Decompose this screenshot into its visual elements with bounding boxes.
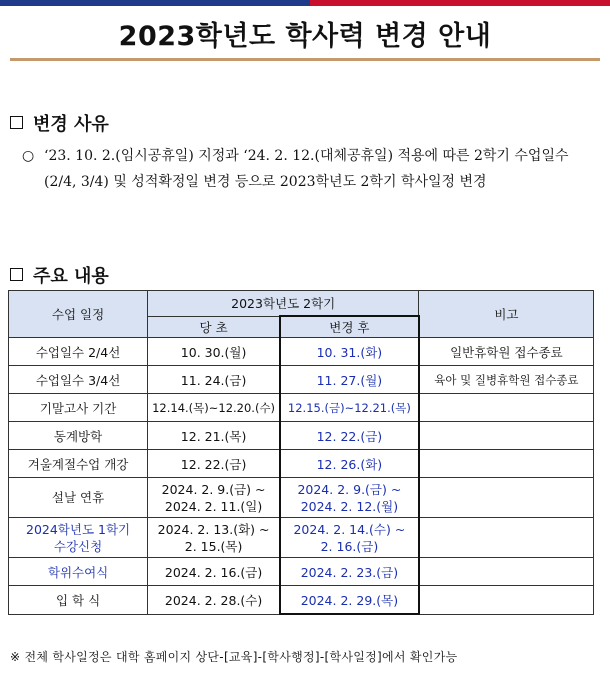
- row-changed: 2024. 2. 29.(목): [280, 586, 419, 615]
- row-changed: 12.15.(금)~12.21.(목): [280, 394, 419, 422]
- row-changed-line1: 2024. 2. 9.(금) ~: [297, 481, 402, 497]
- row-item: 입 학 식: [9, 586, 148, 615]
- row-changed-line2: 2. 16.(금): [320, 538, 379, 554]
- row-original: 2024. 2. 28.(수): [148, 586, 280, 615]
- row-original: 12. 21.(목): [148, 422, 280, 450]
- row-original: 2024. 2. 16.(금): [148, 558, 280, 586]
- table-row: [9, 394, 594, 422]
- table-row: [9, 586, 594, 615]
- reason-paragraph: [10, 143, 600, 195]
- header-original: 당 초: [148, 316, 280, 338]
- row-item: 설날 연휴: [9, 478, 148, 518]
- reason-text: ‘23. 10. 2.(임시공휴일) 지정과 ‘24. 2. 12.(대체공휴일) 적용에 따른 2학기 수업일수(2/4, 3/4) 및 성적확정일 변경 등으로 2023학년도 2학기 학사일정 변경: [44, 148, 569, 190]
- row-original-line2: 2024. 2. 11.(일): [164, 498, 263, 514]
- table-row: [9, 422, 594, 450]
- row-item: 겨울계절수업 개강: [9, 450, 148, 478]
- row-changed: 12. 26.(화): [280, 450, 419, 478]
- header-schedule: 수업 일정: [9, 291, 148, 338]
- footnote: ※ 전체 학사일정은 대학 홈페이지 상단-[교육]-[학사행정]-[학사일정]에서 확인가능: [10, 650, 458, 664]
- row-original-line1: 2024. 2. 13.(화) ~: [157, 521, 270, 537]
- schedule-table: [8, 290, 594, 615]
- row-original: 12. 22.(금): [148, 450, 280, 478]
- row-changed-line2: 2024. 2. 12.(월): [300, 498, 399, 514]
- row-remarks: 일반휴학원 접수종료: [419, 338, 594, 366]
- row-item: 수업일수 2/4선: [9, 338, 148, 366]
- row-remarks: [419, 478, 594, 518]
- table-row: [9, 338, 594, 366]
- page-title: 2023학년도 학사력 변경 안내: [118, 21, 492, 52]
- top-bar-red: [310, 0, 610, 6]
- header-semester: 2023학년도 2학기: [148, 291, 419, 317]
- top-color-bar: [0, 0, 610, 6]
- table-row: [9, 518, 594, 558]
- row-original: [148, 478, 280, 518]
- row-item: 동계방학: [9, 422, 148, 450]
- row-changed: 12. 22.(금): [280, 422, 419, 450]
- row-original-line1: 2024. 2. 9.(금) ~: [161, 481, 266, 497]
- checkbox-square-icon: [10, 116, 23, 129]
- row-item-line1: 2024학년도 1학기: [26, 521, 131, 537]
- row-item: [9, 518, 148, 558]
- header-changed: 변경 후: [280, 316, 419, 338]
- row-item: 기말고사 기간: [9, 394, 148, 422]
- table-row: [9, 366, 594, 394]
- row-remarks: [419, 586, 594, 615]
- title-underline: [10, 58, 600, 61]
- section-heading-reason-text: 변경 사유: [33, 114, 109, 135]
- table-row: [9, 558, 594, 586]
- row-item-line2: 수강신청: [53, 538, 103, 554]
- row-original: [148, 518, 280, 558]
- row-item: 학위수여식: [9, 558, 148, 586]
- row-changed-line1: 2024. 2. 14.(수) ~: [293, 521, 406, 537]
- table-row: [9, 478, 594, 518]
- row-original: 11. 24.(금): [148, 366, 280, 394]
- row-remarks: [419, 450, 594, 478]
- row-remarks: 육아 및 질병휴학원 접수종료: [419, 366, 594, 394]
- row-changed: 2024. 2. 23.(금): [280, 558, 419, 586]
- row-remarks: [419, 394, 594, 422]
- header-remarks: 비고: [419, 291, 594, 338]
- circle-bullet-icon: ○: [22, 148, 35, 164]
- row-item: 수업일수 3/4선: [9, 366, 148, 394]
- section-heading-main-text: 주요 내용: [33, 266, 109, 287]
- row-changed: 11. 27.(월): [280, 366, 419, 394]
- table-row: [9, 450, 594, 478]
- checkbox-square-icon: [10, 268, 23, 281]
- section-heading-main: [10, 262, 109, 288]
- row-remarks: [419, 422, 594, 450]
- row-changed: 10. 31.(화): [280, 338, 419, 366]
- row-original: 10. 30.(월): [148, 338, 280, 366]
- row-remarks: [419, 518, 594, 558]
- row-original-line2: 2. 15.(목): [184, 538, 243, 554]
- row-original: 12.14.(목)~12.20.(수): [148, 394, 280, 422]
- row-remarks: [419, 558, 594, 586]
- top-bar-blue: [0, 0, 310, 6]
- section-heading-reason: [10, 110, 109, 136]
- row-changed: [280, 518, 419, 558]
- row-changed: [280, 478, 419, 518]
